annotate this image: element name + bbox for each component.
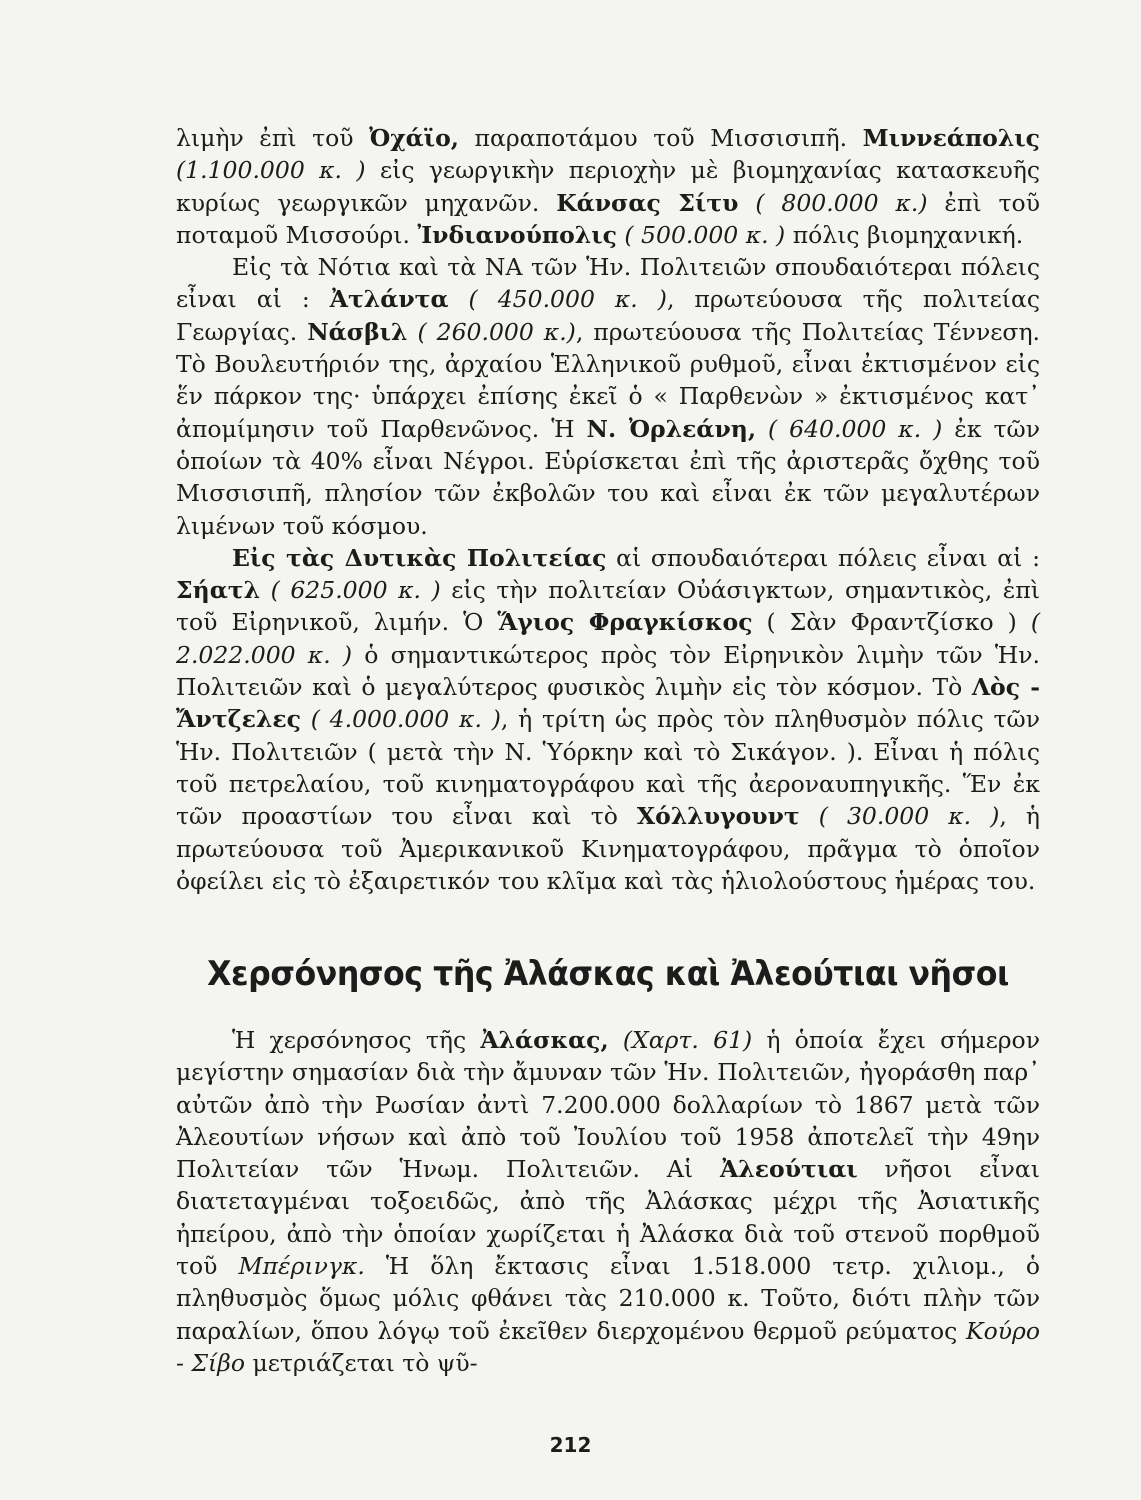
text-run: , ἡ τρίτη ὡς πρὸς τὸν πληθυσμὸν πόλις τῶν Ἡν. Πολιτειῶν ( μετὰ τὴν Ν. Ὑόρκην καὶ τὸ Σικάγον. ). Εἶναι ἡ πόλις τοῦ πετρελαίου, τοῦ κινηματογράφου καὶ τῆς ἀεροναυπηγικῆς. Ἕν ἐκ τῶν προαστίων του εἶναι καὶ τὸ: [176, 705, 1040, 831]
city-name-seattle: Σήατλ: [176, 576, 261, 605]
place-name-alaska: Ἀλάσκας,: [480, 1026, 609, 1054]
city-name-nashville: Νάσβιλ: [307, 317, 408, 346]
text-run: Ἡ χερσόνησος τῆς: [232, 1026, 481, 1054]
text-run: , πρωτεύουσα τῆς πολιτείας Γεωργίας.: [176, 285, 1040, 346]
text-run: Ἡ ὅλη ἔκτασις εἶναι 1.518.000 τετρ. χιλιομ., ὁ πληθυσμὸς ὅμως μόλις φθάνει τὰς 210.000 κ. Τοῦτο, διότι πλὴν τῶν παραλίων, ὅπου λόγῳ τοῦ ἐκεῖθεν διερχομένου θερμοῦ ρεύματος: [176, 1252, 1040, 1345]
population-figure: ( 4.000.000 κ. ): [300, 705, 501, 734]
text-run: λιμὴν ἐπὶ τοῦ: [176, 124, 370, 152]
section-heading: Χερσόνησος τῆς Ἀλάσκας καὶ Ἀλεούτιαι νῆσοι: [207, 954, 1009, 994]
city-name-san-francisco: Ἅγιος Φραγκίσκος: [497, 608, 753, 637]
text-run: ἐκ τῶν ὁποίων τὰ 40% εἶναι Νέγροι. Εὑρίσκεται ἐπὶ τῆς ἀριστερᾶς ὄχθης τοῦ Μισσισιπῆ, πλησίον τῶν ἐκβολῶν του καὶ εἶναι ἐκ τῶν μεγαλυτέρων λιμένων τοῦ κόσμου.: [176, 414, 1040, 540]
text-run: ὁ σημαντικώτερος πρὸς τὸν Εἰρηνικὸν λιμὴν τῶν Ἡν. Πολιτειῶν καὶ ὁ μεγαλύτερος φυσικὸς λιμὴν εἰς τὸν κόσμον. Τὸ: [176, 640, 1040, 702]
text-run: ( Σὰν Φραντζίσκο ): [752, 608, 1017, 637]
body-text-top: [176, 122, 1040, 897]
paragraph-southern-states: [176, 251, 1040, 542]
page-number: 212: [549, 1433, 592, 1457]
population-figure: ( 500.000 κ. ): [616, 220, 786, 249]
population-figure: ( 260.000 κ.): [407, 317, 576, 346]
population-figure: (1.100.000 κ. ): [176, 156, 366, 185]
city-name-new-orleans: Ν. Ὀρλεάνη,: [586, 414, 757, 443]
city-name-atlanta: Ἀτλάντα: [329, 285, 449, 314]
place-name-aleutians: Ἀλεούτιαι: [720, 1155, 858, 1184]
place-name-bering: Μπέρινγκ.: [238, 1252, 365, 1281]
text-run: πόλις βιομηχανική.: [785, 220, 1024, 249]
text-run: ἐπὶ τοῦ ποταμοῦ Μισσούρι.: [176, 188, 1040, 249]
city-name-indianapolis: Ἰνδιανούπολις: [417, 220, 617, 249]
paragraph-western-states: [176, 542, 1040, 897]
text-run: ἡ ὁποία ἔχει σήμερον μεγίστην σημασίαν διὰ τὴν ἄμυναν τῶν Ἡν. Πολιτειῶν, ἠγοράσθη παρ᾽ αὐτῶν ἀπὸ τὴν Ρωσίαν ἀντὶ 7.200.000 δολλαρίων τὸ 1867 μετὰ τῶν Ἀλεουτίων νήσων καὶ ἀπὸ τοῦ Ἰουλίου τοῦ 1958 ἀποτελεῖ τὴν 49ην Πολιτείαν τῶν Ἡνωμ. Πολιτειῶν. Αἱ: [176, 1026, 1040, 1184]
city-name-kansas-city: Κάνσας Σίτυ: [556, 188, 739, 217]
population-figure: ( 2.022.000 κ. ): [176, 608, 1040, 669]
text-run: μετριάζεται τὸ ψῦ-: [244, 1348, 478, 1377]
city-name-ohio: Ὀχάϊο,: [369, 124, 459, 152]
map-reference: (Χαρτ. 61): [608, 1026, 753, 1054]
text-run: , ἡ πρωτεύουσα τοῦ Ἀμερικανικοῦ Κινηματογράφου, πρᾶγμα τὸ ὁποῖον ὀφείλει εἰς τὸ ἐξαιρετικόν του κλῖμα καὶ τὰς ἡλιολούστους ἡμέρας του.: [176, 802, 1040, 895]
city-name-minneapolis: Μιννεάπολις: [862, 124, 1040, 152]
population-figure: ( 450.000 κ. ): [448, 285, 667, 314]
text-run: Εἰς τὰ Νότια καὶ τὰ ΝΑ τῶν Ἡν. Πολιτειῶν σπουδαιότεραι πόλεις εἶναι αἱ :: [176, 253, 1040, 314]
paragraph-alaska: [176, 1024, 1040, 1379]
text-run: , πρωτεύουσα τῆς Πολιτείας Τέννεση. Τὸ Βουλευτήριόν της, ἀρχαίου Ἑλληνικοῦ ρυθμοῦ, εἶναι ἐκτισμένον εἰς ἕν πάρκον της· ὑπάρχει ἐπίσης ἐκεῖ ὁ « Παρθενὼν » ἐκτισμένος κατ᾽ ἀπομίμησιν τοῦ Παρθενῶνος. Ἡ: [176, 317, 1040, 443]
text-run: εἰς γεωργικὴν περιοχὴν μὲ βιομηχανίας κατασκευῆς κυρίως γεωργικῶν μηχανῶν.: [176, 156, 1040, 217]
city-name-hollywood: Χόλλυγουντ: [636, 802, 800, 831]
body-text-bottom: [176, 1024, 1040, 1379]
paragraph-ohio-cities: [176, 122, 1040, 251]
text-run: εἰς τὴν πολιτείαν Οὐάσιγκτων, σημαντικὸς, ἐπὶ τοῦ Εἰρηνικοῦ, λιμήν. Ὁ: [176, 576, 1040, 637]
city-name-los-angeles: Λὸς - Ἄντζελες: [176, 673, 1040, 734]
section-lead-western-states: Εἰς τὰς Δυτικὰς Πολιτείας: [232, 543, 607, 572]
text-run: νῆσοι εἶναι διατεταγμέναι τοξοειδῶς, ἀπὸ τῆς Ἀλάσκας μέχρι τῆς Ἀσιατικῆς ἠπείρου, ἀπὸ τὴν ὁποίαν χωρίζεται ἡ Ἀλάσκα διὰ τοῦ στενοῦ πορθμοῦ τοῦ: [176, 1155, 1040, 1281]
text-run: παραποτάμου τοῦ Μισσισιπῆ.: [459, 124, 863, 152]
text-run: αἱ σπουδαιότεραι πόλεις εἶναι αἱ :: [606, 543, 1040, 572]
current-name-kuroshio: Κούρο - Σίβο: [176, 1316, 1040, 1377]
population-figure: ( 625.000 κ. ): [260, 576, 441, 605]
population-figure: ( 640.000 κ. ): [756, 414, 943, 443]
population-figure: ( 30.000 κ. ): [799, 802, 1000, 831]
population-figure: ( 800.000 κ.): [738, 188, 928, 217]
